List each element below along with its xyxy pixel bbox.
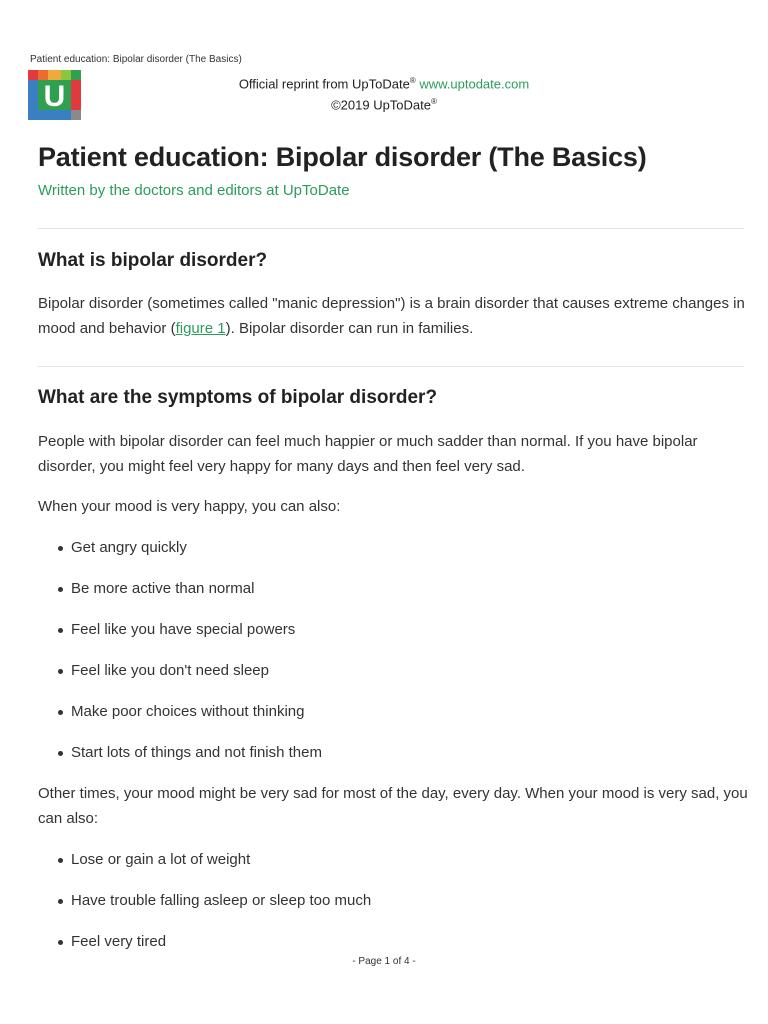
- list-item: Feel like you don't need sleep: [38, 661, 322, 702]
- page-title: Patient education: Bipolar disorder (The Basics): [38, 142, 647, 172]
- figure-1-link[interactable]: figure 1: [175, 320, 226, 337]
- list-item: Get angry quickly: [38, 538, 322, 579]
- bullet-icon: [58, 899, 63, 904]
- section-heading-symptoms: What are the symptoms of bipolar disorder?: [38, 387, 438, 408]
- divider: [38, 366, 744, 367]
- byline: Written by the doctors and editors at UpToDate: [38, 182, 350, 199]
- page-number: - Page 1 of 4 -: [352, 956, 416, 967]
- logo-letter: U: [43, 80, 66, 113]
- section-paragraph-definition: [38, 291, 748, 341]
- bullet-icon: [58, 587, 63, 592]
- running-header: Patient education: Bipolar disorder (The Basics): [30, 54, 242, 65]
- reprint-notice: [0, 72, 768, 115]
- copyright-text: ©2019 UpToDate: [331, 97, 431, 113]
- bullet-icon: [58, 751, 63, 756]
- list-item: Start lots of things and not finish them: [38, 743, 322, 784]
- uptodate-link[interactable]: www.uptodate.com: [419, 76, 530, 92]
- bullet-icon: [58, 628, 63, 633]
- list-item: Be more active than normal: [38, 579, 322, 620]
- symptoms-intro: People with bipolar disorder can feel much happier or much sadder than normal. If you have bipolar disorder, you might feel very happy for many days and then feel very sad.: [38, 433, 698, 475]
- reprint-prefix: Official reprint from UpToDate: [238, 76, 410, 92]
- copyright-reg-mark: ®: [431, 97, 437, 107]
- list-item: Have trouble falling asleep or sleep too much: [38, 891, 371, 932]
- bullet-icon: [58, 858, 63, 863]
- bullet-icon: [58, 710, 63, 715]
- definition-text-after-link: ). Bipolar disorder can run in families.: [225, 320, 474, 337]
- reprint-reg-mark: ®: [409, 76, 416, 85]
- list-item: Make poor choices without thinking: [38, 702, 322, 743]
- bullet-icon: [58, 669, 63, 674]
- divider: [38, 228, 744, 229]
- definition-text-before-link: Bipolar disorder (sometimes called "manic depression") is a brain disorder that causes extreme changes in mood and behavior (: [38, 295, 745, 337]
- sad-mood-lead: Other times, your mood might be very sad for most of the day, every day. When your mood is very sad, you can also:: [38, 785, 748, 827]
- happy-mood-lead: When your mood is very happy, you can also:: [38, 498, 341, 515]
- sad-mood-list: [38, 850, 371, 973]
- happy-mood-list: [38, 538, 322, 784]
- list-item: Lose or gain a lot of weight: [38, 850, 371, 891]
- bullet-icon: [58, 940, 63, 945]
- bullet-icon: [58, 546, 63, 551]
- list-item: Feel like you have special powers: [38, 620, 322, 661]
- list-item: Feel very tired: [38, 932, 371, 973]
- section-heading-what-is: What is bipolar disorder?: [38, 250, 268, 271]
